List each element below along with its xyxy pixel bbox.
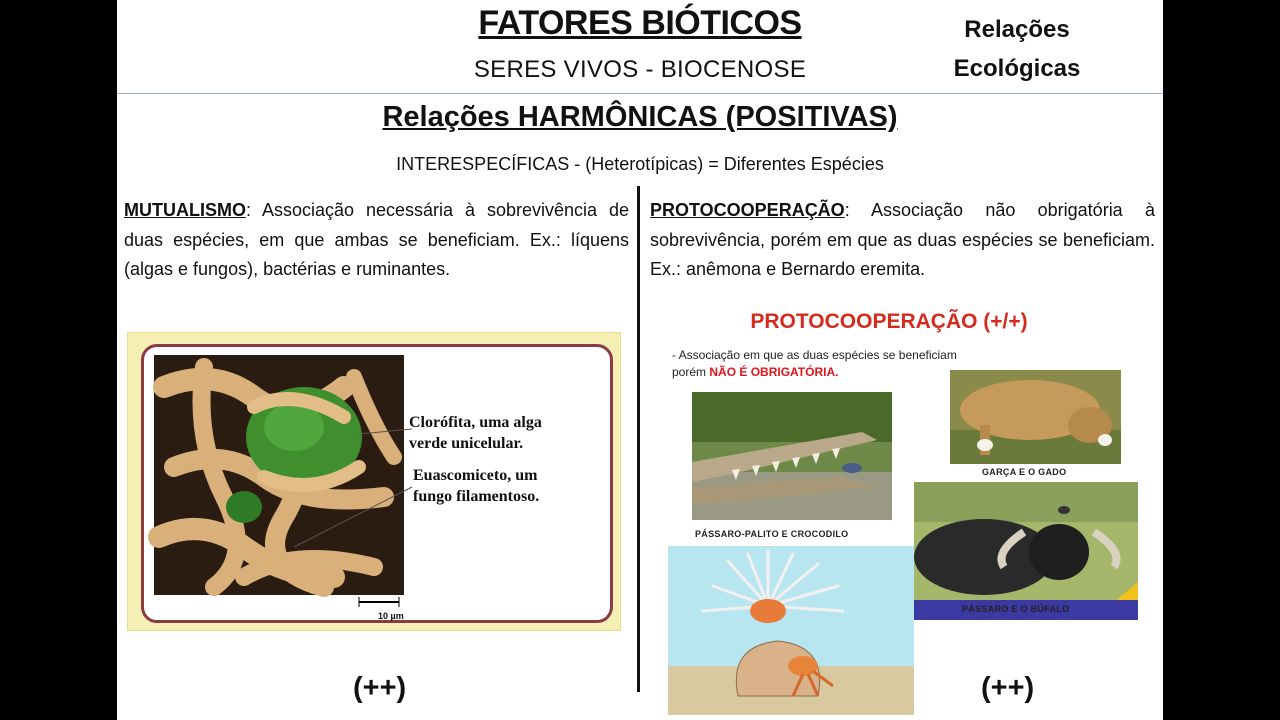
protocooperation-desc-highlight: NÃO É OBRIGATÓRIA. bbox=[709, 365, 839, 379]
cattle-caption: GARÇA E O GADO bbox=[982, 467, 1067, 477]
lichen-figure bbox=[127, 332, 621, 631]
protocooperation-desc-text: - Associação em que as duas espécies se beneficiam porém bbox=[672, 348, 957, 379]
slide-title: FATORES BIÓTICOS bbox=[478, 4, 802, 42]
mutualism-sign: (++) bbox=[353, 672, 407, 704]
mutualism-term: MUTUALISMO bbox=[124, 200, 246, 220]
section-title: Relações HARMÔNICAS (POSITIVAS) bbox=[382, 101, 898, 133]
fungus-caption-line2: fungo filamentoso. bbox=[413, 488, 540, 505]
protocooperation-definition: : Associação não obrigatória à sobrevivência, porém em que as duas espécies se beneficiam. Ex.: anêmona e Bernardo eremita. bbox=[650, 200, 1155, 279]
slide-subtitle: SERES VIVOS - BIOCENOSE bbox=[473, 56, 807, 83]
section-subtitle: INTERESPECÍFICAS - (Heterotípicas) = Diferentes Espécies bbox=[396, 154, 884, 174]
fungus-caption-line1: Euascomiceto, um bbox=[413, 467, 538, 484]
protocooperation-term: PROTOCOOPERAÇÃO bbox=[650, 200, 845, 220]
scale-label: 10 µm bbox=[378, 611, 404, 621]
mutualism-paragraph bbox=[124, 196, 629, 285]
slide bbox=[117, 0, 1163, 720]
header-divider bbox=[117, 93, 1163, 94]
crocodile-caption: PÁSSARO-PALITO E CROCODILO bbox=[695, 529, 849, 539]
buffalo-photo bbox=[914, 482, 1138, 602]
protocooperation-figure-description bbox=[672, 347, 972, 381]
protocooperation-sign: (++) bbox=[981, 672, 1035, 704]
column-divider bbox=[637, 186, 640, 692]
lichen-micrograph bbox=[144, 347, 610, 620]
buffalo-caption: PÁSSARO E O BÚFALO bbox=[962, 604, 1070, 614]
side-title-line1: Relações bbox=[964, 16, 1070, 43]
protocooperation-figure-heading: PROTOCOOPERAÇÃO (+/+) bbox=[750, 310, 1028, 333]
alga-caption-line1: Clorófita, uma alga bbox=[409, 414, 542, 431]
lichen-figure-frame bbox=[141, 344, 613, 623]
anemone-hermit-crab-illustration bbox=[668, 546, 914, 715]
crocodile-photo bbox=[692, 392, 892, 520]
cattle-photo bbox=[950, 370, 1121, 464]
alga-caption-line2: verde unicelular. bbox=[409, 435, 524, 452]
side-title-line2: Ecológicas bbox=[953, 55, 1081, 82]
fungus-caption bbox=[413, 465, 539, 507]
protocooperation-paragraph bbox=[650, 196, 1155, 285]
side-title bbox=[927, 10, 1107, 88]
mutualism-definition: : Associação necessária à sobrevivência de duas espécies, em que ambas se beneficiam. Ex.: líquens (algas e fungos), bactérias e ruminantes. bbox=[124, 200, 629, 279]
alga-caption bbox=[409, 412, 542, 454]
